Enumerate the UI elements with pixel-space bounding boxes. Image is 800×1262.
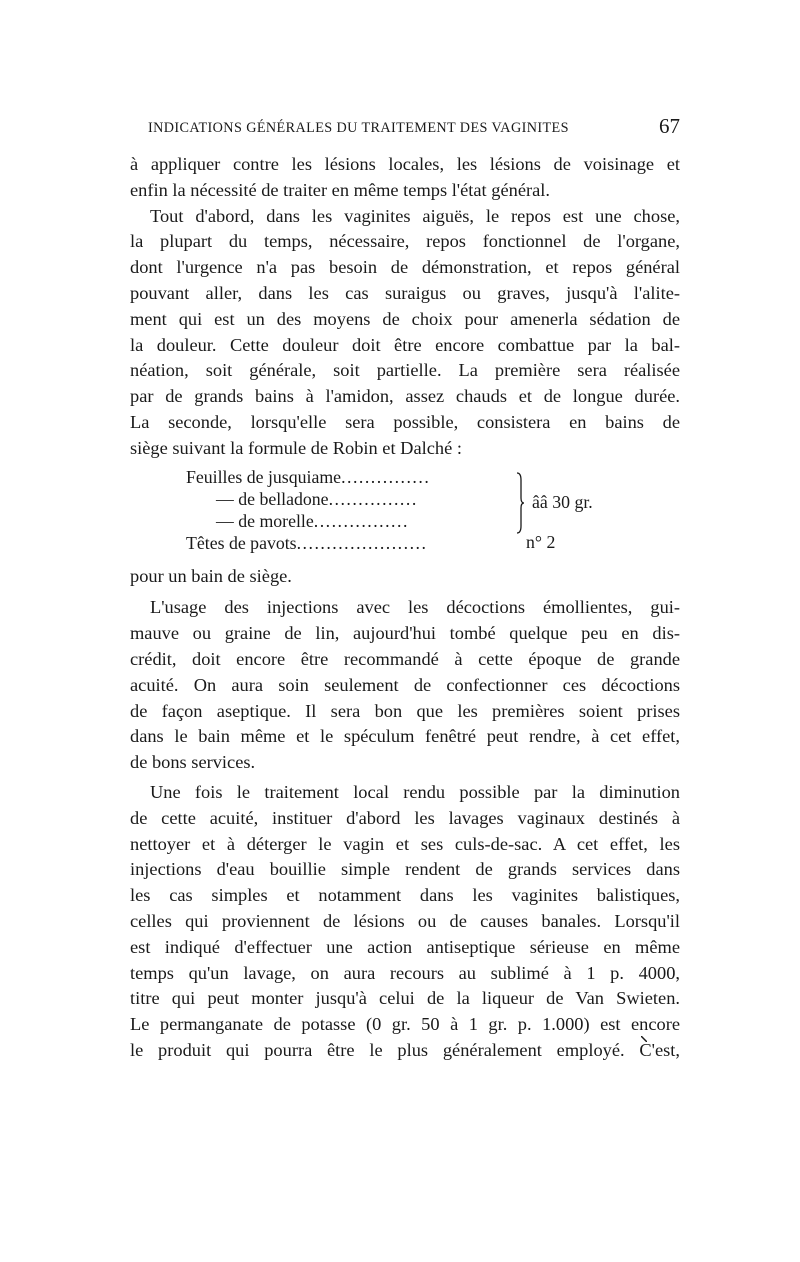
formula-row-jusquiame [186,466,430,488]
page-number: 67 [659,114,680,138]
text-line: acuité. On aura soin seulement de confectionner ces décoctions [130,674,680,695]
text-line: injections d'eau bouillie simple rendent de grands services dans [130,859,680,880]
text-line: mauve ou graine de lin, aujourd'hui tombé quelque peu en dis- [130,623,680,644]
pavots-quantity: n° 2 [526,531,556,552]
text-line: titre qui peut monter jusqu'à celui de la liqueur de Van Swieten. [130,988,680,1009]
formula-ingredient: — de belladone [216,488,329,509]
text-line: Tout d'abord, dans les vaginites aiguës, le repos est une chose, [150,205,680,226]
text-line: par de grands bains à l'amidon, assez chauds et de longue durée. [130,386,680,407]
text-line: pouvant aller, dans les cas suraigus ou graves, jusqu'à l'alite- [130,282,680,303]
text-line: ment qui est un des moyens de choix pour amenerla sédation de [130,308,680,329]
text-line: Le permanganate de potasse (0 gr. 50 à 1 gr. p. 1.000) est encore [130,1014,680,1035]
text-line: de bons services. [130,752,256,773]
text-line: le produit qui pourra être le plus généralement employé. C'est, [130,1039,680,1060]
text-line: L'usage des injections avec les décoctions émollientes, gui- [150,597,680,618]
text-line: La seconde, lorsqu'elle sera possible, consistera en bains de [130,411,680,432]
text-line: les cas simples et notamment dans les vaginites balistiques, [130,885,680,906]
formula-row-pavots [186,532,427,554]
paragraph-3 [130,595,680,776]
body-text [130,152,680,1064]
dot-leader: ...................... [296,532,428,553]
text-line: celles qui proviennent de lésions ou de causes banales. Lorsqu'il [130,910,680,931]
text-line: crédit, doit encore être recommandé à cette époque de grande [130,648,680,669]
text-line: la douleur. Cette douleur doit être encore combattue par la bal- [130,334,680,355]
print-mark-icon [641,1036,647,1042]
text-line: de cette acuité, instituer d'abord les lavages vaginaux destinés à [130,807,680,828]
text-line: Une fois le traitement local rendu possible par la diminution [150,781,680,802]
text-line: dans le bain même et le spéculum fenêtré peut rendre, à cet effet, [130,726,680,747]
paragraph-2 [130,204,680,462]
dot-leader: ............... [328,488,418,509]
formula-row-morelle [216,510,409,532]
formula-row-belladone [216,488,418,510]
formula-caption: pour un bain de siège. [130,565,292,586]
text-line: temps qu'un lavage, on aura recours au sublimé à 1 p. 4000, [130,962,680,983]
text-line: nettoyer et à déterger le vagin et ses culs-de-sac. A cet effet, les [130,833,680,854]
dot-leader: ............... [341,466,431,487]
formula-block [130,466,680,568]
right-brace-icon [516,472,524,534]
text-line: la plupart du temps, nécessaire, repos fonctionnel de l'organe, [130,231,680,252]
page-header [148,114,680,144]
text-line: de façon aseptique. Il sera bon que les premières soient prises [130,700,680,721]
text-line: siège suivant la formule de Robin et Dalché : [130,437,462,458]
text-line: enfin la nécessité de traiter en même temps l'état général. [130,179,550,200]
paragraph-1 [130,152,680,204]
text-line: est indiqué d'effectuer une action antiseptique sérieuse en même [130,936,680,957]
formula-ingredient: Têtes de pavots [186,532,297,553]
text-line: néation, soit générale, soit partielle. La première sera réalisée [130,360,680,381]
paragraph-4 [130,780,680,1064]
formula-ingredient: — de morelle [216,510,314,531]
dot-leader: ................ [313,510,409,531]
formula-ingredient: Feuilles de jusquiame [186,466,342,487]
text-line: dont l'urgence n'a pas besoin de démonstration, et repos général [130,257,680,278]
running-title: INDICATIONS GÉNÉRALES DU TRAITEMENT DES VAGINITES [148,120,569,136]
text-line: à appliquer contre les lésions locales, les lésions de voisinage et [130,154,680,174]
bracket-quantity: ââ 30 gr. [532,491,593,512]
